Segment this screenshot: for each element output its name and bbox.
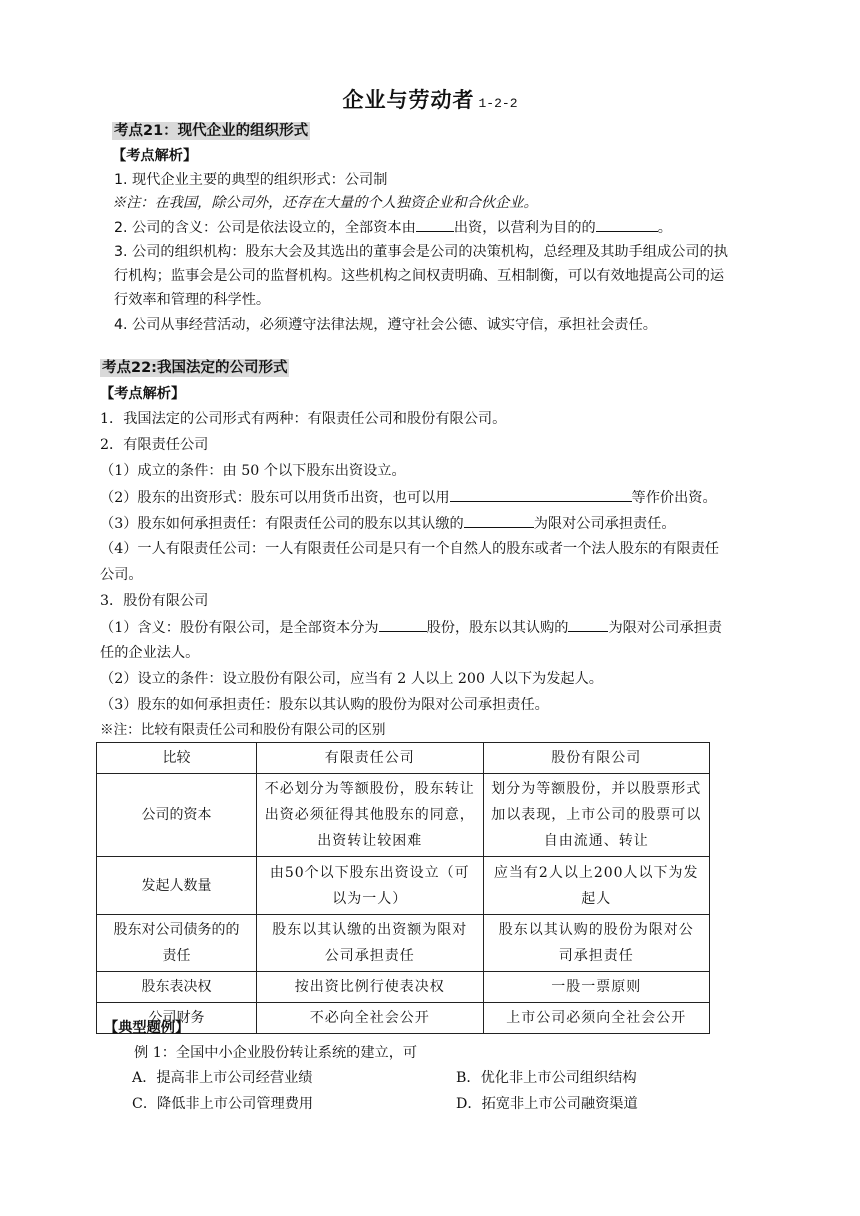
- section-21-note: ※注：在我国，除公司外，还存在大量的个人独资企业和合伙企业。: [112, 195, 538, 211]
- row-label-cell: [97, 857, 257, 915]
- cell-text-line: 股东表决权: [141, 979, 212, 995]
- blank-field: [379, 616, 427, 632]
- section-21-heading: 考点21：现代企业的组织形式: [114, 123, 309, 139]
- cell-text-line: 股东对公司债务的的: [113, 922, 240, 938]
- table-row: [97, 972, 710, 1003]
- row-label-cell: [97, 972, 257, 1003]
- section-22-line-9: （2）设立的条件：设立股份有限公司，应当有 2 人以上 200 人以下为发起人。: [100, 671, 603, 687]
- section-21-point-3-line-2: 行机构；监事会是公司的监督机构。这些机构之间权责明确、互相制衡，可以有效地提高公司的运: [114, 268, 725, 284]
- section-22-line-2: 2．有限责任公司: [100, 437, 209, 453]
- joint-stock-company-cell: [483, 972, 710, 1003]
- section-22-line-6a: （4）一人有限责任公司：一人有限责任公司是只有一个自然人的股东或者一个法人股东的有限责任: [100, 541, 720, 557]
- example-option-a: A．提高非上市公司经营业绩: [132, 1070, 313, 1086]
- cell-text-line: 一股一票原则: [551, 979, 642, 995]
- cell-text-line: 公司财务: [148, 1010, 205, 1026]
- cell-text-line: 发起人数量: [141, 877, 212, 894]
- blank-field: [568, 616, 608, 632]
- section-21-point-2: 2. 公司的含义：公司是依法设立的，全部资本由 出资，以营利为目的的 。: [114, 216, 672, 239]
- limited-company-cell: [257, 857, 483, 915]
- row-label-cell: [97, 915, 257, 972]
- section-21-analysis-label: 【考点解析】: [112, 148, 198, 164]
- table-header-cell: 有限责任公司: [257, 743, 483, 774]
- joint-stock-company-cell: [483, 857, 710, 915]
- cell-text-line: 不必划分为等额股份，股东转让: [264, 781, 475, 797]
- section-22-line-3: （1）成立的条件：由 50 个以下股东出资设立。: [100, 463, 406, 479]
- section-21-point-3-line-3: 行效率和管理的科学性。: [114, 292, 271, 308]
- cell-text-line: 出资必须征得其他股东的同意，: [264, 807, 475, 823]
- blank-field: [416, 216, 454, 232]
- row-label-cell: [97, 774, 257, 857]
- table-row: [97, 857, 710, 915]
- table-header-cell: 比较: [97, 743, 257, 774]
- limited-company-cell: [257, 972, 483, 1003]
- example-heading: 【典型题例】: [104, 1020, 190, 1036]
- table-row: [97, 915, 710, 972]
- section-21-point-3-line-1: 3. 公司的组织机构：股东大会及其选出的董事会是公司的决策机构，总经理及其助手组成公司的执: [114, 244, 728, 260]
- example-option-b: B．优化非上市公司组织结构: [456, 1070, 637, 1086]
- section-22-heading: 考点22:我国法定的公司形式: [102, 360, 288, 376]
- cell-text-line: 起人: [581, 890, 612, 907]
- cell-text-line: 公司的资本: [141, 807, 212, 823]
- example-option-c: C．降低非上市公司管理费用: [132, 1096, 314, 1112]
- title-code: 1-2-2: [478, 96, 518, 111]
- cell-text-line: 由50个以下股东出资设立（可: [269, 864, 470, 881]
- table-header-row: [97, 743, 710, 774]
- joint-stock-company-cell: [483, 774, 710, 857]
- example-stem: 例 1：全国中小企业股份转让系统的建立，可: [134, 1045, 418, 1061]
- cell-text-line: 股东以其认购的股份为限对公: [498, 922, 694, 938]
- section-22-line-8a: （1）含义：股份有限公司，是全部资本分为 股份，股东以其认购的 为限对公司承担责: [100, 616, 722, 639]
- blank-field: [464, 512, 534, 528]
- comparison-table: [96, 742, 710, 1034]
- cell-text-line: 出资转让较困难: [317, 833, 423, 849]
- cell-text-line: 加以表现，上市公司的股票可以: [491, 807, 702, 823]
- section-22-line-5: （3）股东如何承担责任：有限责任公司的股东以其认缴的 为限对公司承担责任。: [100, 512, 676, 535]
- page-title: [0, 84, 860, 114]
- cell-text-line: 司承担责任: [558, 948, 634, 964]
- limited-company-cell: [257, 915, 483, 972]
- section-22-line-10: （3）股东的如何承担责任：股东以其认购的股份为限对公司承担责任。: [100, 697, 549, 713]
- cell-text-line: 划分为等额股份，并以股票形式: [491, 781, 702, 797]
- blank-field: [596, 216, 658, 232]
- limited-company-cell: [257, 1003, 483, 1034]
- cell-text-line: 以为一人）: [332, 890, 408, 907]
- cell-text-line: 自由流通、转让: [543, 833, 649, 849]
- cell-text-line: 不必向全社会公开: [309, 1010, 430, 1026]
- section-21-point-4: 4. 公司从事经营活动，必须遵守法律法规，遵守社会公德、诚实守信，承担社会责任。: [114, 317, 657, 333]
- section-22-line-8b: 任的企业法人。: [100, 645, 200, 661]
- limited-company-cell: [257, 774, 483, 857]
- section-22-line-1: 1．我国法定的公司形式有两种：有限责任公司和股份有限公司。: [100, 411, 507, 427]
- cell-text-line: 责任: [162, 948, 191, 964]
- section-22-line-4: （2）股东的出资形式：股东可以用货币出资，也可以用 等作价出资。: [100, 486, 717, 509]
- section-22-line-6b: 公司。: [100, 567, 143, 583]
- cell-text-line: 公司承担责任: [324, 948, 415, 964]
- blank-field: [450, 486, 632, 502]
- cell-text-line: 上市公司必须向全社会公开: [506, 1010, 687, 1026]
- section-22-analysis-label: 【考点解析】: [100, 386, 186, 402]
- title-main: 企业与劳动者: [342, 88, 475, 112]
- cell-text-line: 应当有2人以上200人以下为发: [493, 864, 699, 881]
- section-22-line-7: 3．股份有限公司: [100, 593, 209, 609]
- joint-stock-company-cell: [483, 915, 710, 972]
- cell-text-line: 股东以其认缴的出资额为限对: [272, 922, 468, 938]
- section-21-point-1: 1. 现代企业主要的典型的组织形式：公司制: [114, 172, 388, 188]
- table-row: [97, 774, 710, 857]
- table-header-cell: 股份有限公司: [483, 743, 710, 774]
- cell-text-line: 按出资比例行使表决权: [294, 979, 445, 995]
- example-option-d: D．拓宽非上市公司融资渠道: [456, 1096, 638, 1112]
- section-22-note: ※注：比较有限责任公司和股份有限公司的区别: [100, 722, 386, 738]
- joint-stock-company-cell: [483, 1003, 710, 1034]
